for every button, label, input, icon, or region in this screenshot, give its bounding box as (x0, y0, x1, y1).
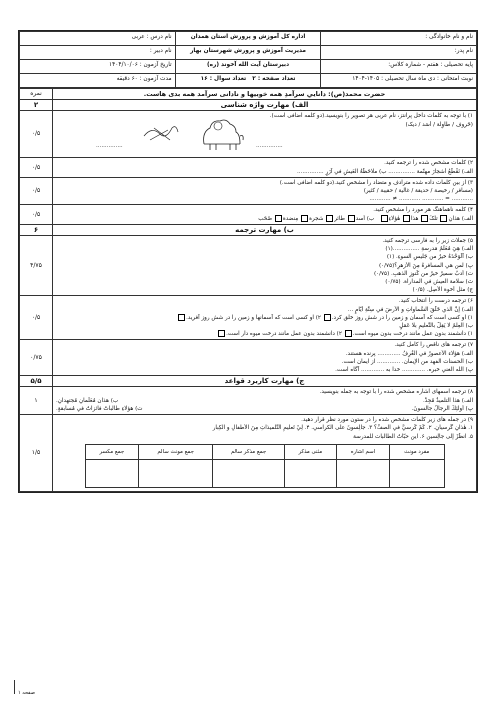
q9-col-demonstrative: اسم اشاره (336, 444, 389, 459)
q9-answer-cell[interactable] (390, 459, 445, 487)
q9-table (85, 444, 445, 488)
question-8 (53, 387, 477, 415)
q4-options (56, 215, 473, 223)
checkbox[interactable] (178, 314, 185, 321)
q6-a-options (56, 314, 473, 322)
header-right-2: نام پدر: (321, 46, 477, 60)
q9-sentences-1: ۱. هٰذانِ گُرسیانِ. ۲. كَمْ كُرسيَّ في الصفِّ؟ ۳. جالِسونَ على الكراسي. ۴. لِيْ تَعليمِ التَّلميذاتِ مِنَ الأطفالِ و الكِبار (212, 425, 473, 432)
q6-a-option-2: ۲) او کسی است که آسمانها و زمین را در شش روز آفرید. (186, 314, 321, 321)
header-center-4 (175, 74, 321, 88)
q5-item-b: ب) اَلْوَحْدَةُ خيرٌ من جَليسِ السوءِ. (۱) (386, 254, 473, 261)
exam-body (19, 88, 477, 492)
checkbox[interactable] (421, 215, 428, 222)
mark-q6: ۰/۵ (20, 296, 53, 340)
q5-item-e: ث) سلامة العيش في المداراة. (۰/۷۵) (385, 279, 473, 286)
checkbox[interactable] (326, 215, 333, 222)
header-right-3: پایه تحصیلی : هفتم - شماره کلاس: (321, 60, 477, 74)
q9-col-broken-plural: جمع مکسر (85, 444, 139, 459)
q6-a-option-1: ۱) او کسی است که آسمان و زمین را در شش روز خلق کرد. (331, 314, 473, 321)
q9-answer-cell[interactable] (336, 459, 389, 487)
page-count: تعداد صفحه : ۲ (252, 76, 296, 82)
mark-q4: ۰/۵ (20, 205, 53, 224)
header-table (19, 31, 477, 88)
q9-text: ۹) در جمله های زیر کلمات مشخص شده را در ستون مورد نظر قرار دهید. (301, 417, 473, 424)
q3-blanks: ............ = ............ ............ ≠ ............ (369, 196, 473, 203)
q9-answer-cell[interactable] (213, 459, 285, 487)
q8-item-a: الف) هذا التلميذُ مُجِدٌّ. (423, 397, 473, 404)
mark-q2: ۰/۵ (20, 158, 53, 177)
q2-items: الف) نَقْطُعُ أَشجارَ مهتّمة ............... ب) ملاحَظَةُ العَيشِ في آرَرٍ ............... (297, 168, 473, 175)
header-right-4: نوبت امتحانی : دی ماه سال تحصیلی : ۱۴۰۵-۱۴۰۴ (321, 74, 477, 88)
question-7 (53, 340, 477, 376)
header-center-3: دبیرستان آیت الله آخوند (ره) (175, 60, 321, 74)
q9-col-masc-dual: مثنی مذکر (284, 444, 336, 459)
header-center-2: مدیریت آموزش و پرورش شهرستان بهار (175, 46, 321, 60)
question-4 (53, 205, 477, 224)
q1-blank-2: ............... (96, 143, 123, 150)
q4-text: ۴) کلمه ناهماهنگ هر مورد را مشخص کنید. (373, 207, 473, 214)
mark-q1: ۰/۵ (20, 111, 53, 158)
section-c-title: ج) مهارت کاربرد قواعد (53, 376, 477, 387)
q4-option-a4: هٰؤلاءِ (388, 215, 401, 222)
q6-text: ۶) ترجمه درست را انتخاب کنید. (398, 298, 473, 305)
q8-row-2 (56, 405, 473, 413)
q6-b-option-2: ۲) دانشمند بدون عمل مانند درخت میوه دار است. (226, 331, 342, 338)
q7-item-a: الف) هؤلاء الأعصورُ في الغُرِفُ ............. پرنده هستند. (345, 350, 473, 357)
checkbox[interactable] (345, 330, 352, 337)
question-6 (53, 296, 477, 340)
q8-text: ۸) ترجمه اسمهای اشاره مشخص شده را با توجه به جمله بنویسید. (319, 389, 473, 396)
question-1 (53, 111, 477, 158)
q5-item-a: الف) هِيَ مُعَلِّمٌ مَدرسةِ ...............(۱) (385, 246, 473, 253)
mark-q3: ۰/۵ (20, 177, 53, 205)
q4-option-b2: طائر (334, 215, 346, 222)
section-a-title: الف) مهارت واژه شناسی (53, 100, 477, 111)
mark-section-b: ۶ (20, 224, 53, 235)
checkbox[interactable] (440, 215, 447, 222)
q7-item-b: ب) الحسنات الفهد من الإيمان. ............. از ایمان است. (341, 358, 473, 365)
exam-sheet (18, 30, 478, 493)
q5-item-f: ج) مثل أخوة الأصِل. (۰/۵) (412, 287, 473, 294)
q5-item-c: پ) لمن هي المسافرةُ مِنَ الأزهرِ؟(۰/۷۵) (378, 262, 473, 269)
q4-option-a3: هذا (411, 215, 419, 222)
motto: حضرت محمد(ص): داناییِ سرآمدِ همه خوبیها و نادانی سرآمد همه بدی هاست. (53, 89, 477, 100)
q8-item-c: پ) أولئِكَ الرجالُ جالسونَ. (411, 405, 473, 412)
q9-sentences-2: ۵. انظُرْ إلى جالِسين ۶. اين حبّاتُ الطالبات للمدرسة (353, 433, 473, 440)
checkbox[interactable] (324, 314, 331, 321)
lion-image (196, 114, 246, 152)
mark-q5: ۴/۷۵ (20, 236, 53, 296)
question-5 (53, 236, 477, 296)
q9-answer-cell[interactable] (139, 459, 213, 487)
checkbox[interactable] (348, 215, 355, 222)
margin-line (14, 680, 15, 694)
score-header: نمره (20, 89, 53, 100)
q4-option-b5: صُحَب (258, 215, 273, 222)
mark-q8: ۱ (20, 387, 53, 415)
section-b-title: ب) مهارت ترجمه (53, 224, 477, 235)
question-9 (53, 415, 477, 492)
q9-answer-cell[interactable] (284, 459, 336, 487)
q5-item-d: ت) أدبٌ سمیرٌ خیرٌ من كُنوزِ الذهبِ. (۰/۷۵) (373, 270, 473, 277)
q5-text: ۵) جملات زیر را به فارسی ترجمه کنید. (382, 238, 473, 245)
q9-col-fem-plural: جمع مونث سالم (139, 444, 213, 459)
q6-b-sentence: ب) العِلمُ لا يَقِلُّ بالتَّعليمِ بلا عَمَلٍ (399, 323, 473, 330)
header-left-2: نام دبیر : (20, 46, 176, 60)
q8-row-1 (56, 397, 473, 405)
q6-a-sentence: الف) إنَّ الذي خَلَقَ السَّماواتِ و الأرضَ في سِتَّةِ أيّامٍ ... (347, 306, 473, 313)
q9-answer-cell[interactable] (85, 459, 139, 487)
q4-option-a2: تلکَ (429, 215, 438, 222)
q7-item-c: پ) الله الغني خبره. ............. خدا به ............. آگاه است. (335, 367, 473, 374)
q9-col-masc-plural: جمع مذکر سالم (213, 444, 285, 459)
q9-col-fem-singular: مفرد مونث (390, 444, 445, 459)
checkbox[interactable] (218, 330, 225, 337)
q4-option-a1: الف) هذانِ (448, 215, 473, 222)
header-center-1: اداره کل آموزش و پرورش استان همدان (175, 32, 321, 46)
sketch-image (142, 122, 180, 144)
q8-item-b: ب) هذان مُعَلِّمانِ مُجتهدانِ. (56, 397, 119, 404)
q1-blank-1: ............... (256, 143, 283, 150)
checkbox[interactable] (381, 215, 388, 222)
q4-option-b1: ب) أسد (355, 215, 375, 222)
mark-q9: ۱/۵ (20, 415, 53, 492)
q2-text: ۲) کلمات مشخص شده را ترجمه کنید. (384, 160, 473, 167)
header-right-1: نام و نام خانوادگی : (321, 32, 477, 46)
header-left-1: نام درس : عربی (20, 32, 176, 46)
checkbox[interactable] (403, 215, 410, 222)
page-number: صفحه ۱ (18, 690, 35, 696)
question-3 (53, 177, 477, 205)
q3-text: ۳) از بین کلمات داده شده مترادف و متضاد را مشخص کنید.(دو کلمه اضافی است.) (279, 179, 473, 186)
q7-text: ۷) ترجمه های ناقص را کامل کنید. (394, 342, 473, 349)
mark-q7: ۰/۷۵ (20, 340, 53, 376)
mark-section-c: ۵/۵ (20, 376, 53, 387)
q1-words: (خَروف / طاوِلة / أسَد / دیک) (405, 121, 473, 128)
q3-words: (مسافر / رخیصة / حدیقة / غالیة / حقیبة / کثیر) (363, 188, 473, 195)
question-2 (53, 158, 477, 177)
q4-option-b4: مِنضدة (282, 215, 299, 222)
header-left-4: مدت آزمون : ۶۰ دقیقه (20, 74, 176, 88)
q8-item-d: ت) هؤلاءِ طالباتٌ فائزاتٌ في مُسابقةٍ. (56, 405, 143, 412)
checkbox[interactable] (301, 215, 308, 222)
q6-b-option-1: ۱) دانشمند بدون عمل مانند درخت بدون میوه است. (352, 331, 473, 338)
mark-section-a: ۲ (20, 100, 53, 111)
checkbox[interactable] (275, 215, 282, 222)
q1-text: ۱) با توجه به کلمات داخل پرانتز، نام عربی هر تصویر را بنویسید.(دو کلمه اضافی است). (269, 113, 473, 120)
header-left-3: تاریخ آزمون : ۱۴۰۴/۱۰/۰۶ (20, 60, 176, 74)
question-count: تعداد سوال : ۱۶ (200, 76, 247, 82)
q6-b-options (56, 330, 473, 338)
q4-option-b3: شجرة (309, 215, 324, 222)
